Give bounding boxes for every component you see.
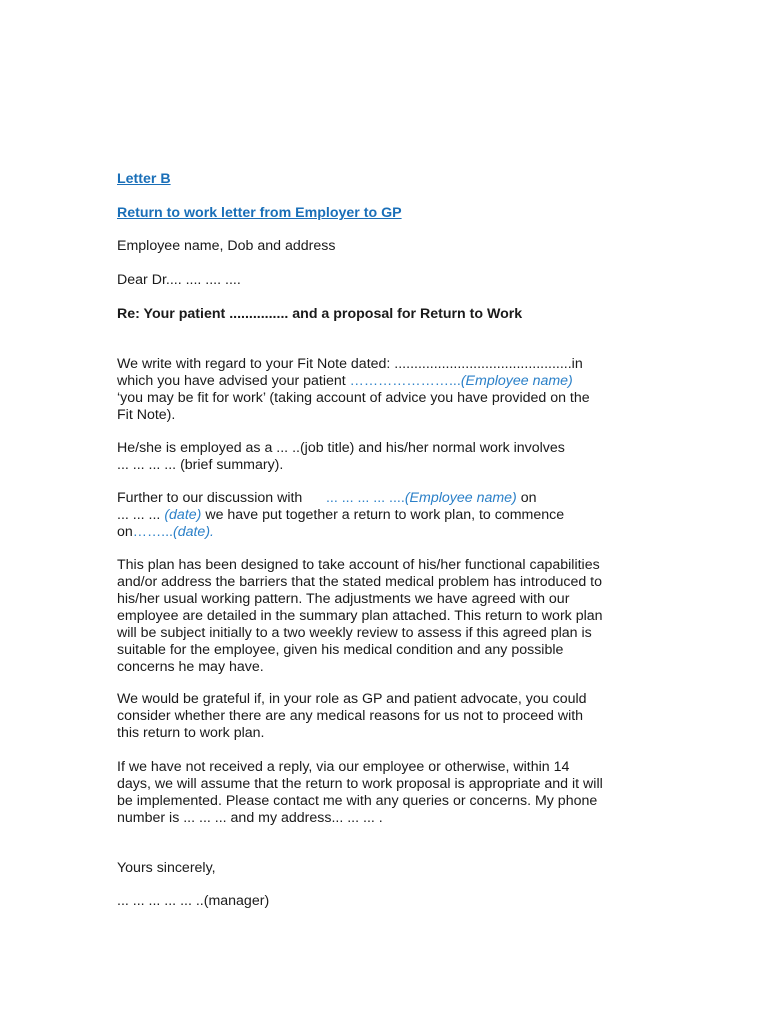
para3-line1-on: on [516,490,537,506]
para4-line2: and/or address the barriers that the stated medical problem has introduced to [117,574,603,590]
para1-line1: We write with regard to your Fit Note dated: .............................................in [117,356,583,372]
letter-label-link[interactable]: Letter B [117,171,171,187]
para1-line3: ‘you may be fit for work’ (taking account of advice you have provided on the [117,390,590,406]
para6-line4: number is ... ... ... and my address... ... ... . [117,810,383,826]
para5-line1: We would be grateful if, in your role as GP and patient advocate, you could [117,691,587,707]
date-placeholder-2: (date). [172,524,214,540]
signature-line: ... ... ... ... ... ..(manager) [117,893,270,909]
date-placeholder: (date) [164,507,202,523]
para1-line4: Fit Note). [117,407,176,423]
employee-name-placeholder-2: (Employee name) [404,490,517,506]
para6-line3: be implemented. Please contact me with any queries or concerns. My phone [117,793,598,809]
letter-title-link[interactable]: Return to work letter from Employer to GP [117,205,402,221]
para6-line1: If we have not received a reply, via our employee or otherwise, within 14 [117,759,570,775]
para3-line1 [117,490,537,507]
para6-line2: days, we will assume that the return to work proposal is appropriate and it will [117,776,603,792]
para4-line4: employee are detailed in the summary plan attached. This return to work plan [117,608,603,624]
para4-line3: his/her usual working pattern. The adjustments we have agreed with our [117,591,570,607]
para4-line5: will be subject initially to a two weekly review to assess if this agreed plan is [117,625,592,641]
closing: Yours sincerely, [117,860,216,876]
para4-line1: This plan has been designed to take account of his/her functional capabilities [117,557,600,573]
para3-line2-text: we have put together a return to work plan, to commence [201,507,565,523]
salutation: Dear Dr.... .... .... .... [117,272,241,288]
para4-line7: concerns he may have. [117,659,264,675]
para2-line2: ... ... ... ... (brief summary). [117,457,284,473]
para3-line3-dots: ……... [132,524,173,540]
para3-line1-text: Further to our discussion with [117,490,326,506]
para3-line2 [117,507,564,524]
para1-line2 [117,373,573,390]
para4-line6: suitable for the employee, given his medical condition and any possible [117,642,564,658]
para3-line3 [117,524,214,541]
para5-line3: this return to work plan. [117,725,265,741]
para3-line1-dots: ... ... ... ... .... [325,490,405,506]
para3-line2-dots: ... ... ... [117,507,165,523]
employee-details-line: Employee name, Dob and address [117,238,336,254]
employee-name-placeholder: (Employee name) [460,373,573,389]
para1-line2-text: which you have advised your patient [117,373,350,389]
para1-line2-dots: …………………... [349,373,461,389]
para3-line3-on: on [117,524,133,540]
para2-line1: He/she is employed as a ... ..(job title) and his/her normal work involves [117,440,565,456]
para5-line2: consider whether there are any medical reasons for us not to proceed with [117,708,584,724]
subject-line: Re: Your patient ............... and a proposal for Return to Work [117,306,523,322]
